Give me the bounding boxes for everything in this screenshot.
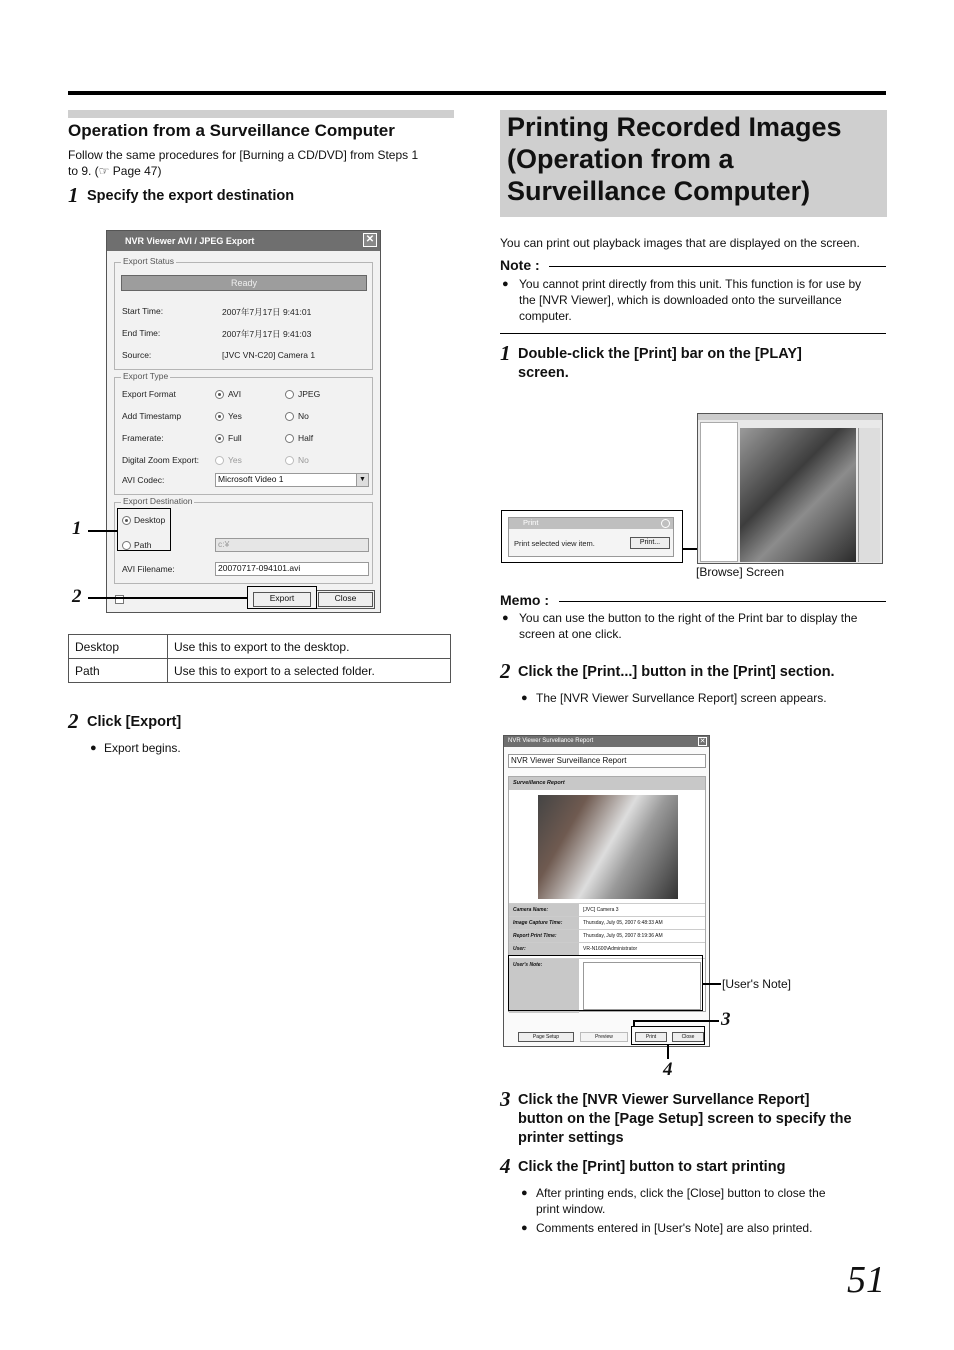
export-type-label: Export Type: [123, 371, 169, 381]
print-panel-header[interactable]: [509, 518, 673, 529]
start-time-label: Start Time:: [122, 306, 164, 316]
report-section-bar: Surveillance Report: [509, 777, 705, 790]
right-step1-line2: screen.: [518, 365, 569, 381]
callout-number-3: 3: [721, 1009, 731, 1030]
left-intro-line2: to 9. (☞ Page 47): [68, 164, 162, 178]
print-dialog-button[interactable]: Print...: [630, 537, 670, 549]
table-row: [509, 916, 705, 929]
page-setup-button[interactable]: Page Setup: [518, 1032, 574, 1042]
report-window-title: NVR Viewer Survellance Report: [508, 738, 594, 744]
bullet-icon: ●: [521, 1187, 528, 1199]
browse-sidebar: [700, 422, 738, 562]
export-window-title: NVR Viewer AVI / JPEG Export: [125, 236, 255, 246]
framerate-full-label: Full: [228, 433, 242, 443]
report-titlebar: [504, 736, 709, 747]
export-button[interactable]: Export: [253, 592, 311, 607]
preview-button[interactable]: Preview: [580, 1032, 628, 1042]
right-title-line2: (Operation from a: [507, 144, 734, 174]
callout-line-3: [633, 1020, 719, 1022]
right-step4-number: 4: [500, 1154, 511, 1178]
zoom-yes-label: Yes: [228, 455, 242, 465]
expand-icon[interactable]: [661, 519, 670, 528]
callout-number-1: 1: [72, 518, 82, 539]
page-number: 51: [847, 1259, 885, 1301]
step4-bullet1-line1: After printing ends, click the [Close] button to close the: [536, 1186, 826, 1200]
report-header-field: NVR Viewer Surveillance Report: [508, 754, 706, 768]
export-destination-label: Export Destination: [123, 496, 193, 506]
framerate-full-radio[interactable]: [215, 434, 224, 443]
callout-line-1: [88, 530, 117, 532]
path-label: Path: [134, 540, 152, 550]
avi-label: AVI: [228, 389, 242, 399]
right-title-line3: Surveillance Computer): [507, 176, 811, 206]
table-row: [509, 903, 705, 916]
left-heading-bar: [68, 110, 454, 118]
start-time-value: 2007年7月17日 9:41:01: [222, 307, 312, 317]
avi-filename-label: AVI Filename:: [122, 564, 175, 574]
avi-codec-label: AVI Codec:: [122, 475, 165, 485]
left-intro-line1: Follow the same procedures for [Burning a CD/DVD] from Steps 1: [68, 148, 419, 162]
note-line2: the [NVR Viewer], which is downloaded onto the surveillance: [519, 293, 842, 307]
users-note-highlight: [508, 955, 703, 1011]
note-line3: computer.: [519, 309, 572, 323]
right-step3-line2: button on the [Page Setup] screen to specify the: [518, 1111, 852, 1127]
print-panel: [501, 510, 683, 563]
browse-right-panel: [858, 428, 880, 562]
left-heading: Operation from a Surveillance Computer: [68, 121, 395, 140]
zoom-no-radio[interactable]: [285, 456, 294, 465]
source-label: Source:: [122, 350, 152, 360]
left-step2-number: 2: [68, 709, 79, 733]
table-cell: Use this to export to a selected folder.: [168, 659, 451, 683]
end-time-label: End Time:: [122, 328, 161, 338]
table-cell: Desktop: [69, 635, 168, 659]
table-row: [509, 929, 705, 942]
jpeg-label: JPEG: [298, 389, 321, 399]
print-panel-title: Print: [523, 518, 539, 527]
framerate-half-label: Half: [298, 433, 314, 443]
avi-radio[interactable]: [215, 390, 224, 399]
table-cell: Use this to export to the desktop.: [168, 635, 451, 659]
chevron-down-icon[interactable]: ▼: [356, 474, 368, 486]
callout-line-3-drop: [633, 1020, 635, 1026]
framerate-label: Framerate:: [122, 433, 164, 443]
report-close-button[interactable]: Close: [672, 1032, 704, 1042]
timestamp-no-radio[interactable]: [285, 412, 294, 421]
avi-filename-input[interactable]: 20070717-094101.avi: [215, 562, 369, 576]
right-intro: You can print out playback images that are displayed on the screen.: [500, 236, 860, 250]
left-step1-number: 1: [68, 183, 79, 207]
users-note-label: User's Note:: [509, 959, 579, 1013]
note-bottom-rule: [500, 333, 886, 334]
destination-table: [68, 634, 451, 683]
source-value: [JVC VN-C20] Camera 1: [222, 350, 316, 360]
memo-label: Memo :: [500, 592, 549, 608]
users-note-callout-line: [703, 983, 721, 985]
callout-line-2: [88, 597, 247, 599]
memo-rule: [559, 601, 886, 602]
zoom-no-label: No: [298, 455, 309, 465]
browse-titlebar: [698, 414, 882, 420]
print-panel-inner: [508, 517, 674, 557]
close-icon[interactable]: ✕: [363, 233, 377, 247]
timestamp-yes-radio[interactable]: [215, 412, 224, 421]
zoom-yes-radio[interactable]: [215, 456, 224, 465]
callout-number-4: 4: [663, 1059, 673, 1080]
right-step4-text: Click the [Print] button to start printing: [518, 1159, 786, 1175]
row-value: Thursday, July 05, 2007 8:19:36 AM: [583, 933, 663, 939]
step4-bullet1-line2: print window.: [536, 1202, 606, 1216]
row-label: Image Capture Time:: [509, 917, 579, 930]
report-image: [538, 795, 678, 899]
add-timestamp-label: Add Timestamp: [122, 411, 182, 421]
export-type-group: [114, 371, 373, 495]
row-value: [JVC] Camera 3: [583, 907, 619, 913]
right-step3-line3: printer settings: [518, 1130, 624, 1146]
print-callout-line: [683, 548, 697, 550]
table-row: [69, 659, 451, 683]
bullet-icon: ●: [521, 692, 528, 704]
row-label: User:: [509, 943, 579, 956]
print-panel-text: Print selected view item.: [514, 539, 595, 548]
callout-box-2: [247, 586, 317, 609]
export-format-label: Export Format: [122, 389, 176, 399]
digital-zoom-label: Digital Zoom Export:: [122, 455, 199, 465]
memo-line1: You can use the button to the right of the Print bar to display the: [519, 611, 858, 625]
framerate-half-radio[interactable]: [285, 434, 294, 443]
right-step1-number: 1: [500, 341, 511, 365]
timestamp-no-label: No: [298, 411, 309, 421]
avi-codec-select[interactable]: [215, 473, 369, 487]
memo-line2: screen at one click.: [519, 627, 622, 641]
row-value: Thursday, July 05, 2007 6:48:33 AM: [583, 920, 663, 926]
right-step3-line1: Click the [NVR Viewer Survellance Report]: [518, 1092, 810, 1108]
browse-screenshot: [697, 413, 883, 564]
desktop-label: Desktop: [134, 515, 166, 525]
right-step1-line1: Double-click the [Print] bar on the [PLAY]: [518, 346, 802, 362]
step4-bullet2-text: Comments entered in [User's Note] are also printed.: [536, 1221, 813, 1235]
end-time-value: 2007年7月17日 9:41:03: [222, 329, 312, 339]
bullet-icon: ●: [502, 612, 509, 624]
close-icon[interactable]: ✕: [699, 738, 706, 745]
export-window-titlebar: [107, 231, 380, 251]
bullet-icon: ●: [502, 278, 509, 290]
right-step2-number: 2: [500, 659, 511, 683]
print-button[interactable]: Print: [635, 1032, 667, 1042]
note-line1: You cannot print directly from this unit. This function is for use by: [519, 277, 862, 291]
left-step2-text: Click [Export]: [87, 714, 182, 730]
right-step3-number: 3: [500, 1087, 511, 1111]
bullet-icon: ●: [90, 742, 97, 754]
bullet-text: The [NVR Viewer Survellance Report] screen appears.: [536, 691, 827, 705]
row-label: Camera Name:: [509, 904, 579, 917]
left-step1-text: Specify the export destination: [87, 188, 295, 204]
users-note-caption: [User's Note]: [722, 977, 791, 991]
browse-video-grid: [740, 428, 856, 562]
close-button[interactable]: Close: [318, 592, 373, 607]
bullet-text: Export begins.: [104, 741, 181, 755]
right-step2-text: Click the [Print...] button in the [Print] section.: [518, 664, 835, 680]
bullet-icon: ●: [521, 1222, 528, 1234]
note-label: Note :: [500, 257, 540, 273]
table-row: [509, 942, 705, 955]
callout-number-2: 2: [72, 586, 82, 607]
status-bar: Ready: [121, 275, 367, 291]
export-status-label: Export Status: [123, 256, 175, 266]
callout-line-4: [667, 1045, 669, 1059]
right-title-line1: Printing Recorded Images: [507, 112, 842, 142]
report-rows: [509, 903, 705, 955]
row-value: VR-N1600\Administrator: [583, 946, 638, 952]
table-cell: Path: [69, 659, 168, 683]
print-close-highlight: [631, 1026, 705, 1045]
jpeg-radio[interactable]: [285, 390, 294, 399]
timestamp-yes-label: Yes: [228, 411, 242, 421]
top-rule: [68, 91, 886, 95]
note-rule: [549, 266, 886, 267]
callout-box-1: [117, 508, 171, 551]
path-input[interactable]: c:¥: [215, 538, 369, 552]
export-window: [106, 230, 381, 613]
row-label: Report Print Time:: [509, 930, 579, 943]
table-row: [69, 635, 451, 659]
browse-caption: [Browse] Screen: [696, 565, 785, 579]
avi-codec-value: Microsoft Video 1: [218, 474, 284, 484]
export-status-group: [114, 256, 373, 370]
